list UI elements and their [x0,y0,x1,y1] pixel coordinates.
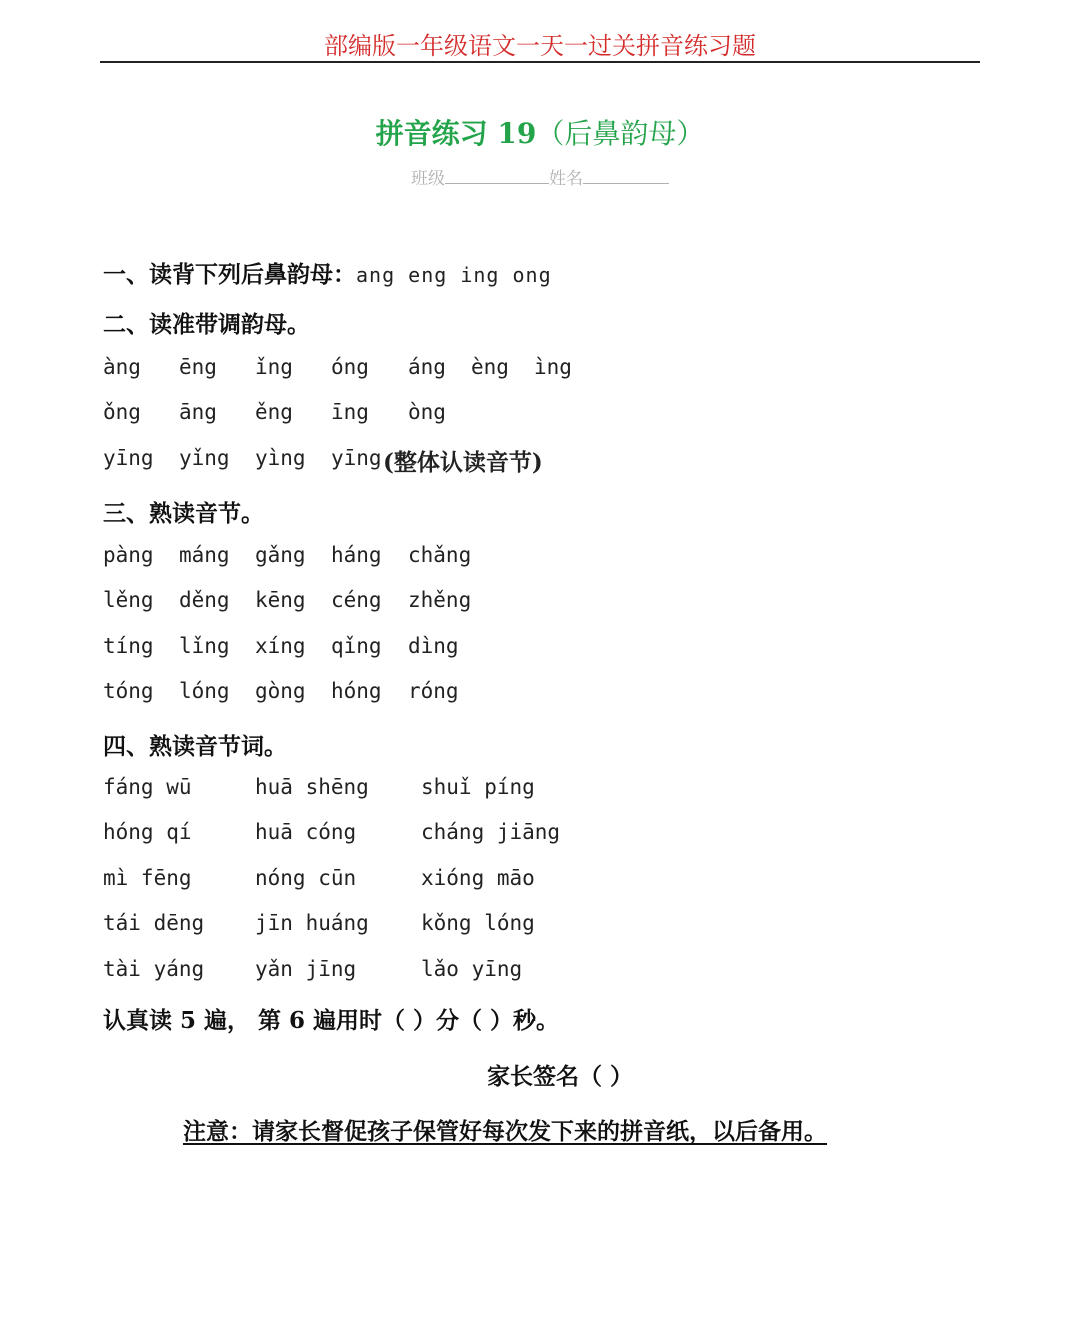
pinyin-item: yǐng [179,446,230,470]
syllable-item: dìng [408,634,459,658]
parent-notice: 注意：请家长督促孩子保管好每次发下来的拼音纸，以后备用。 [183,1118,827,1145]
section-2-label: 二、读准带调韵母。 [103,311,310,338]
syllable-item: pàng [103,543,154,567]
title-subtitle: （后鼻韵母） [536,117,705,150]
reading-time-line: 认真读 5 遍， 第 6 遍用时（ ）分（ ）秒。 [103,1007,560,1034]
section-1-label: 一、读背下列后鼻韵母： [103,261,356,288]
word-item: jīn huáng [255,911,369,935]
pinyin-item: ǐng [255,355,293,379]
word-item: cháng jiāng [421,820,561,844]
pinyin-item: yīng [103,446,154,470]
word-item: mì fēng [103,866,192,890]
syllable-item: máng [179,543,230,567]
word-item: xióng māo [421,866,535,890]
syllable-item: tóng [103,679,154,703]
section-1-finals: ang eng ing ong [356,263,552,287]
word-item: nóng cūn [255,866,357,890]
pinyin-item: ěng [255,400,293,424]
class-blank[interactable] [445,169,549,184]
word-item: hóng qí [103,820,192,844]
word-item: shuǐ píng [421,775,535,799]
syllable-item: gòng [255,679,306,703]
syllable-item: kēng [255,588,306,612]
pinyin-item: āng [179,400,217,424]
word-item: tài yáng [103,957,205,981]
header-divider [100,61,980,63]
syllable-item: gǎng [255,543,306,567]
pinyin-item: áng [408,355,446,379]
word-item: yǎn jīng [255,957,357,981]
pinyin-item: ēng [179,355,217,379]
word-item: kǒng lóng [421,911,535,935]
parent-signature-line: 家长签名（ ） [487,1063,634,1090]
title-main: 拼音练习 19 [375,117,537,150]
syllable-item: hóng [331,679,382,703]
pinyin-item: èng [471,355,509,379]
word-item: lǎo yīng [421,957,523,981]
syllable-item: tíng [103,634,154,658]
section-4-label: 四、熟读音节词。 [103,733,287,760]
pinyin-item: ìng [534,355,572,379]
student-info-line [0,164,1080,189]
pinyin-item: àng [103,355,141,379]
word-item: tái dēng [103,911,205,935]
syllable-item: xíng [255,634,306,658]
worksheet-title [0,112,1080,152]
word-item: fáng wū [103,775,192,799]
pinyin-item: yìng [255,446,306,470]
pinyin-item: ǒng [103,400,141,424]
name-blank[interactable] [583,169,669,184]
syllable-item: lěng [103,588,154,612]
word-item: huā cóng [255,820,357,844]
syllable-item: háng [331,543,382,567]
class-label: 班级 [411,169,445,189]
syllable-item: lǐng [179,634,230,658]
section-3-label: 三、熟读音节。 [103,500,264,527]
section-1 [103,256,552,289]
pinyin-item: yīng [331,446,382,470]
pinyin-item: īng [331,400,369,424]
syllable-item: děng [179,588,230,612]
syllable-item: céng [331,588,382,612]
name-label: 姓名 [549,169,583,189]
pinyin-item: óng [331,355,369,379]
syllable-item: chǎng [408,543,472,567]
syllable-item: lóng [179,679,230,703]
syllable-item: zhěng [408,588,472,612]
word-item: huā shēng [255,775,369,799]
pinyin-item: òng [408,400,446,424]
document-header: 部编版一年级语文一天一过关拼音练习题 [324,32,756,60]
syllable-item: qǐng [331,634,382,658]
whole-syllable-note: (整体认读音节) [383,449,543,476]
syllable-item: róng [408,679,459,703]
